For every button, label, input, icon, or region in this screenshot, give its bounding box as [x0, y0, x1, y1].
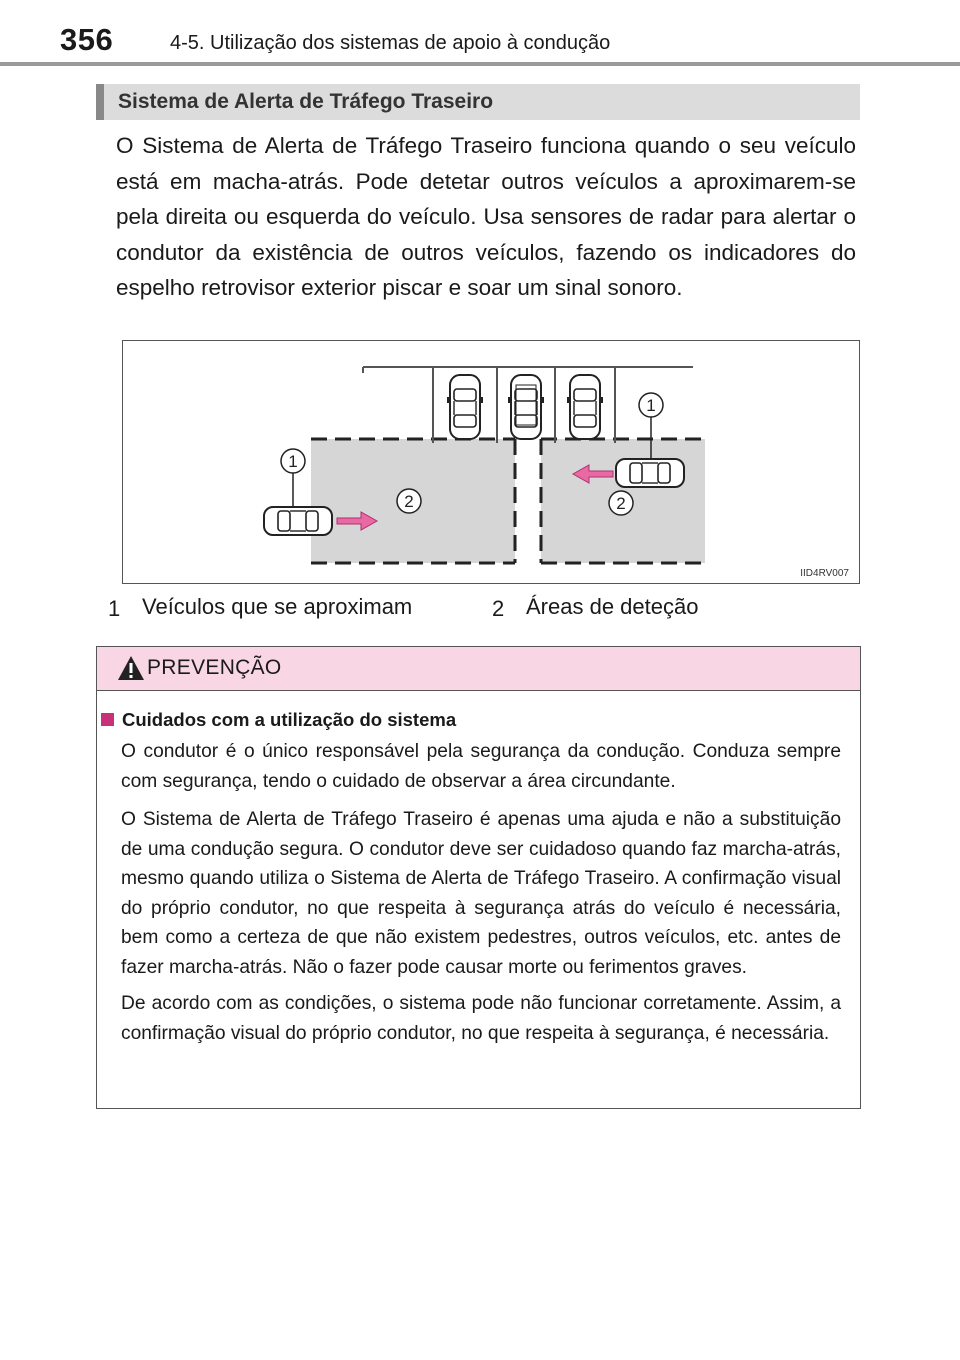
intro-paragraph: O Sistema de Alerta de Tráfego Traseiro funciona quando o seu veículo está em macha-atrás. Pode detetar outros veículos a aproximarem-se pela direita ou esquerda do veículo. Usa sensores de radar para alertar o condutor da existência de outros veículos, fazendo os indicadores do espelho retrovisor exterior piscar e soar um sinal sonoro.	[116, 133, 856, 301]
parked-car	[567, 375, 603, 439]
warning-triangle-icon	[117, 655, 145, 681]
square-bullet-icon	[101, 713, 114, 726]
warning-paragraph: De acordo com as condições, o sistema pode não funcionar corretamente. Assim, a confirmação visual do próprio condutor, no que respeita à segurança, é necessária.	[121, 993, 841, 1044]
warning-paragraph: O condutor é o único responsável pela segurança da condução. Conduza sempre com segurança, tendo o cuidado de observar a área circundante.	[121, 741, 841, 792]
warning-paragraph: O Sistema de Alerta de Tráfego Traseiro é apenas uma ajuda e não a substituição de uma condução segura. O condutor deve ser cuidadoso quando faz marcha-atrás, mesmo quando utiliza o Sistema de Alerta de Tráfego Traseiro. A confirmação visual do próprio condutor, no que respeita à segurança atrás do veículo é necessária, bem como a certeza de que não existem pedestres, outros veículos, etc. antes de fazer marcha-atrás. Não o fazer pode causar morte ou ferimentos graves.	[121, 809, 841, 978]
approaching-vehicle-left	[264, 507, 332, 535]
header-rule	[0, 62, 960, 66]
figure-code: IID4RV007	[800, 568, 849, 579]
callout-2: 2	[616, 494, 626, 513]
callout-2: 2	[404, 492, 414, 511]
chapter-title: 4-5. Utilização dos sistemas de apoio à condução	[170, 32, 611, 54]
warning-subheading	[101, 709, 456, 731]
warning-title: PREVENÇÃO	[147, 656, 282, 679]
callout-1: 1	[288, 452, 298, 471]
parked-car	[447, 375, 483, 439]
callout-1: 1	[646, 396, 656, 415]
legend-number: 1	[108, 596, 121, 621]
warning-subheading-text: Cuidados com a utilização do sistema	[122, 709, 457, 730]
rcta-diagram	[122, 340, 860, 584]
warning-box	[96, 646, 861, 1109]
section-title: Sistema de Alerta de Tráfego Traseiro	[118, 90, 494, 113]
approaching-vehicle-right	[616, 459, 684, 487]
warning-header	[97, 647, 860, 691]
legend-text: Veículos que se aproximam	[142, 594, 413, 619]
parking-illustration	[123, 341, 861, 585]
section-heading-bar	[96, 84, 860, 120]
legend-number: 2	[492, 596, 505, 621]
legend-text: Áreas de deteção	[526, 594, 699, 619]
page-number: 356	[60, 22, 114, 57]
